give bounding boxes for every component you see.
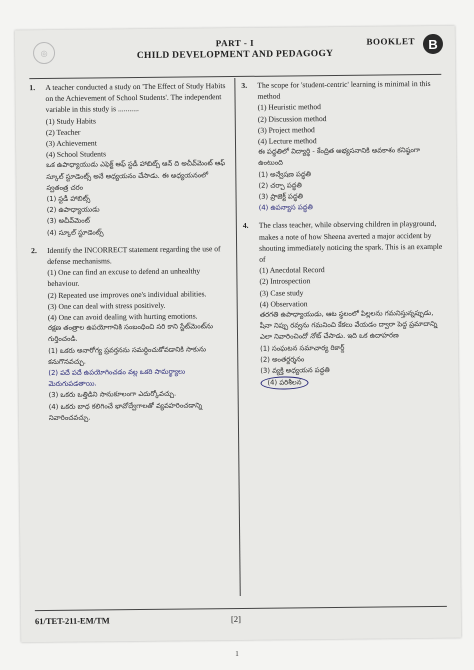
option-telugu: (2) అంతర్దర్శనం [260, 355, 305, 364]
right-column [241, 78, 444, 391]
question-text-telugu: ఈ పద్ధతిలో విద్యార్థి - కేంద్రిత అభ్యసనానికి అవకాశం కనిష్ఠంగా ఉంటుంది [258, 146, 421, 168]
option: (4) Lecture method [257, 136, 317, 146]
option: (3) Achievement [45, 138, 97, 149]
question-number: 2. [31, 245, 37, 256]
part-label: PART - I [215, 37, 255, 49]
booklet-label: BOOKLET [366, 36, 415, 47]
booklet-series-badge: B [423, 34, 443, 54]
paper-header [15, 34, 455, 73]
sheet-number: 1 [235, 650, 239, 658]
option: (3) Case study [259, 287, 304, 298]
question-text: Identify the INCORRECT statement regarding the use of defense mechanisms. [47, 244, 221, 267]
question-text-telugu: ఒక ఉపాధ్యాయుడు ఎఫెక్ట్ ఆఫ్ స్టడీ హాబిట్స్ ఆన్ ది అచీవ్‌మెంట్ ఆఫ్ స్కూల్ స్టూడెంట్స్ అనే అధ్యయనం చేసాడు. ఈ అధ్యయనంలో స్వతంత్ర చరం [46, 159, 226, 192]
option-telugu: (4) ఒకరు బాధ కలిగించే భావోద్వేగాలతో వ్యవహరించడాన్ని నివారించవచ్చు. [48, 401, 203, 422]
option-telugu: (3) వ్యక్తి అధ్యయన పద్ధతి [260, 366, 330, 375]
option-telugu: (2) ఉపాధ్యాయుడు [46, 205, 100, 215]
question-text-telugu: రక్షణ తంత్రాల ఉపయోగానికి సంబంధించి సరి కాని స్టేట్‌మెంట్‌ను గుర్తించండి. [47, 322, 214, 344]
option: (2) Teacher [45, 127, 81, 137]
question-number: 1. [29, 83, 36, 93]
question-text: The scope for 'student-centric' learning is minimal in this method [257, 78, 431, 101]
question-text-telugu: తరగతి ఉపాధ్యాయుడు, ఆట స్థలంలో పిల్లలను గమనిస్తున్నప్పుడు, షీనా నిప్పు రవ్వను గమనించి కేకలు వేయడం ద్వారా పెద్ద ప్రమాదాన్ని ఎలా నివారించిందో నోట్ చేసాడు. ఇది ఒక ఉదాహరణ [259, 309, 438, 342]
option: (1) Anecdotal Record [259, 265, 325, 276]
question-2 [31, 243, 230, 323]
option: (1) One can find an excuse to defend an unhealthy behaviour. [47, 266, 201, 289]
option-telugu: (3) ప్రాజెక్ట్ పద్ధతి [258, 192, 304, 201]
option-telugu: (4) స్కూల్ స్టూడెంట్స్ [46, 228, 104, 237]
option-telugu: (3) అచీవ్‌మెంట్ [46, 216, 91, 226]
question-number: 3. [241, 80, 248, 90]
option-telugu: (2) చర్చా పద్ధతి [258, 181, 302, 190]
option-telugu-circled: (4) పరిశీలన [260, 377, 308, 391]
question-text: A teacher conducted a study on 'The Effect of Study Habits on the Achievement of School Students'. The independent variable in this study is ........... [45, 81, 226, 115]
paper-footer [34, 612, 447, 627]
question-text: The class teacher, while observing children in playground, makes a note of how Sheena averted a major accident by shouting immediately noticing the spark. This is an example of [258, 219, 443, 264]
option-telugu: (1) స్టడీ హాబిట్స్ [46, 194, 91, 204]
option: (3) One can deal with stress positively. [47, 300, 166, 311]
question-4 [243, 218, 444, 310]
option-telugu-marked: (2) పదే పదే ఉపయోగించడం వల్ల ఒకరి సామర్థ్యాలు మెరుగుపడతాయి. [48, 367, 186, 389]
option: (1) Study Habits [45, 116, 97, 126]
column-divider [234, 78, 240, 596]
question-number: 4. [242, 221, 249, 231]
page-number: [2] [230, 613, 241, 625]
option: (2) Discussion method [257, 113, 327, 124]
question-1 [29, 80, 228, 160]
option: (4) One can avoid dealing with hurting emotions. [47, 311, 198, 323]
option-telugu: (3) ఒకరు ఒత్తిడిని సానుకూలంగా ఎదుర్కోవచ్చు. [48, 390, 177, 400]
option-telugu: (1) అన్వేషణ పద్ధతి [258, 169, 311, 179]
question-3 [241, 78, 442, 147]
footer-rule [35, 606, 447, 611]
option-telugu: (1) ఒకరు అనారోగ్య ప్రవర్తనను సమర్థించుకోవడానికి సాకును కనుగొనవచ్చు. [48, 345, 207, 366]
option: (2) Introspection [259, 276, 311, 287]
left-column [29, 80, 231, 424]
question-paper-sheet [15, 26, 461, 643]
board-seal-icon: ◎ [33, 42, 55, 64]
option: (2) Repeated use improves one's individual abilities. [47, 288, 207, 300]
option: (3) Project method [257, 124, 315, 135]
option: (4) Observation [259, 299, 308, 309]
option-telugu-marked: (4) ఉపన్యాస పద్ధతి [258, 203, 313, 213]
section-title: CHILD DEVELOPMENT AND PEDAGOGY [136, 48, 334, 62]
paper-code: 61/TET-211-EM/TM [34, 615, 110, 627]
option: (4) School Students [46, 149, 107, 160]
option: (1) Heuristic method [257, 102, 321, 113]
option-telugu: (1) సంఘటన సమాచార్య రికార్డ్ [260, 343, 345, 353]
